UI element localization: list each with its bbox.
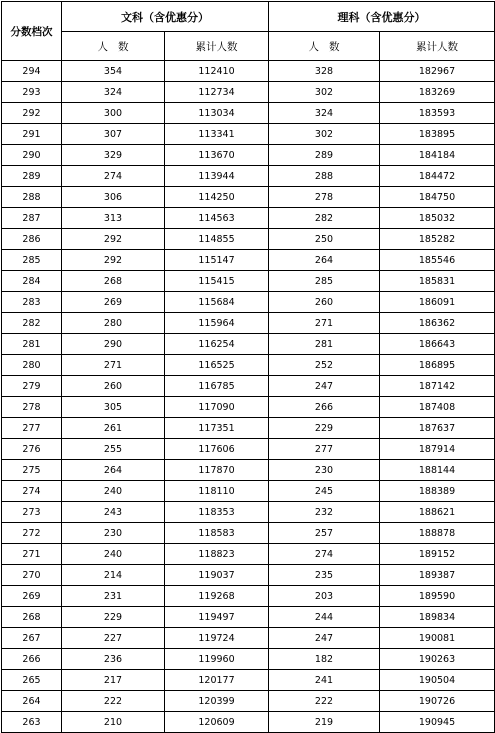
science-count-cell: 281 [269,334,380,355]
science-count-cell: 235 [269,565,380,586]
score-cell: 271 [2,544,62,565]
arts-count-cell: 313 [62,208,165,229]
arts-count-cell: 231 [62,586,165,607]
science-count-cell: 222 [269,691,380,712]
science-count-cell: 260 [269,292,380,313]
score-cell: 266 [2,649,62,670]
arts-count-cell: 300 [62,103,165,124]
score-cell: 272 [2,523,62,544]
science-count-cell: 182 [269,649,380,670]
arts-count-cell: 274 [62,166,165,187]
table-row [2,649,495,670]
science-cumulative-cell: 186643 [380,334,495,355]
table-row [2,376,495,397]
science-count-cell: 324 [269,103,380,124]
arts-count-cell: 230 [62,523,165,544]
arts-cumulative-cell: 113944 [165,166,269,187]
arts-count-cell: 305 [62,397,165,418]
table-row [2,61,495,82]
science-count-cell: 229 [269,418,380,439]
table-row [2,229,495,250]
score-cell: 293 [2,82,62,103]
science-cumulative-cell: 190726 [380,691,495,712]
table-row [2,670,495,691]
arts-count-cell: 240 [62,544,165,565]
arts-cumulative-cell: 120609 [165,712,269,733]
science-count-cell: 328 [269,61,380,82]
science-count-header: 人数 [269,32,380,61]
science-cumulative-header: 累计人数 [380,32,495,61]
science-cumulative-cell: 184472 [380,166,495,187]
arts-cumulative-cell: 116525 [165,355,269,376]
science-cumulative-cell: 183269 [380,82,495,103]
arts-count-cell: 292 [62,229,165,250]
score-cell: 284 [2,271,62,292]
arts-header: 文科（含优惠分） [62,2,269,32]
arts-cumulative-cell: 114250 [165,187,269,208]
score-cell: 282 [2,313,62,334]
science-cumulative-cell: 189590 [380,586,495,607]
header-row-main [2,2,495,32]
science-cumulative-cell: 186895 [380,355,495,376]
score-cell: 270 [2,565,62,586]
science-cumulative-cell: 189834 [380,607,495,628]
arts-count-cell: 255 [62,439,165,460]
science-count-cell: 241 [269,670,380,691]
science-cumulative-cell: 188144 [380,460,495,481]
science-count-cell: 232 [269,502,380,523]
arts-cumulative-cell: 118823 [165,544,269,565]
science-cumulative-cell: 189152 [380,544,495,565]
table-row [2,145,495,166]
science-count-cell: 247 [269,628,380,649]
science-cumulative-cell: 190081 [380,628,495,649]
score-cell: 287 [2,208,62,229]
arts-count-cell: 354 [62,61,165,82]
science-count-cell: 302 [269,82,380,103]
table-row [2,460,495,481]
score-header: 分数档次 [2,2,62,61]
science-count-cell: 278 [269,187,380,208]
science-count-cell: 289 [269,145,380,166]
science-cumulative-cell: 185032 [380,208,495,229]
science-count-cell: 250 [269,229,380,250]
science-count-cell: 285 [269,271,380,292]
table-row [2,292,495,313]
score-cell: 289 [2,166,62,187]
arts-cumulative-cell: 114855 [165,229,269,250]
arts-count-cell: 217 [62,670,165,691]
science-cumulative-cell: 188878 [380,523,495,544]
arts-cumulative-cell: 118583 [165,523,269,544]
table-row [2,544,495,565]
score-cell: 278 [2,397,62,418]
table-row [2,628,495,649]
arts-cumulative-cell: 115964 [165,313,269,334]
science-count-cell: 230 [269,460,380,481]
arts-count-cell: 306 [62,187,165,208]
science-cumulative-cell: 184750 [380,187,495,208]
score-cell: 294 [2,61,62,82]
arts-cumulative-cell: 115415 [165,271,269,292]
science-cumulative-cell: 183895 [380,124,495,145]
score-cell: 275 [2,460,62,481]
science-cumulative-cell: 187142 [380,376,495,397]
score-cell: 290 [2,145,62,166]
table-row [2,481,495,502]
table-row [2,418,495,439]
arts-count-cell: 222 [62,691,165,712]
science-cumulative-cell: 183593 [380,103,495,124]
score-distribution-table [1,1,495,733]
arts-count-cell: 268 [62,271,165,292]
science-cumulative-cell: 189387 [380,565,495,586]
score-cell: 265 [2,670,62,691]
table-row [2,691,495,712]
score-cell: 286 [2,229,62,250]
arts-count-cell: 307 [62,124,165,145]
arts-count-cell: 290 [62,334,165,355]
science-count-cell: 203 [269,586,380,607]
science-count-cell: 247 [269,376,380,397]
table-row [2,124,495,145]
table-row [2,166,495,187]
table-row [2,103,495,124]
header-row-sub [2,32,495,61]
arts-count-cell: 236 [62,649,165,670]
arts-count-header: 人数 [62,32,165,61]
arts-count-cell: 210 [62,712,165,733]
score-cell: 285 [2,250,62,271]
science-count-cell: 244 [269,607,380,628]
score-cell: 277 [2,418,62,439]
arts-count-cell: 261 [62,418,165,439]
arts-cumulative-cell: 112734 [165,82,269,103]
table-row [2,208,495,229]
table-row [2,271,495,292]
score-cell: 292 [2,103,62,124]
score-cell: 279 [2,376,62,397]
arts-cumulative-cell: 115147 [165,250,269,271]
science-cumulative-cell: 187637 [380,418,495,439]
science-cumulative-cell: 188621 [380,502,495,523]
table-row [2,313,495,334]
arts-count-cell: 280 [62,313,165,334]
arts-cumulative-cell: 119268 [165,586,269,607]
score-cell: 280 [2,355,62,376]
science-count-cell: 302 [269,124,380,145]
arts-count-cell: 324 [62,82,165,103]
table-row [2,586,495,607]
table-row [2,565,495,586]
arts-cumulative-cell: 113670 [165,145,269,166]
arts-cumulative-cell: 118110 [165,481,269,502]
arts-count-cell: 227 [62,628,165,649]
arts-cumulative-cell: 116785 [165,376,269,397]
science-cumulative-cell: 185282 [380,229,495,250]
arts-cumulative-cell: 120177 [165,670,269,691]
score-cell: 264 [2,691,62,712]
table-row [2,712,495,733]
arts-cumulative-cell: 116254 [165,334,269,355]
score-cell: 267 [2,628,62,649]
table-row [2,523,495,544]
arts-cumulative-cell: 119960 [165,649,269,670]
arts-cumulative-cell: 119037 [165,565,269,586]
science-count-cell: 277 [269,439,380,460]
arts-count-cell: 243 [62,502,165,523]
table-row [2,439,495,460]
table-body [2,61,495,733]
table-row [2,250,495,271]
arts-count-cell: 260 [62,376,165,397]
science-cumulative-cell: 182967 [380,61,495,82]
science-count-cell: 271 [269,313,380,334]
arts-cumulative-cell: 117870 [165,460,269,481]
table-row [2,397,495,418]
arts-cumulative-cell: 113034 [165,103,269,124]
table-row [2,187,495,208]
table-row [2,607,495,628]
score-cell: 276 [2,439,62,460]
arts-cumulative-cell: 117606 [165,439,269,460]
score-cell: 291 [2,124,62,145]
score-cell: 268 [2,607,62,628]
table-row [2,355,495,376]
science-count-cell: 288 [269,166,380,187]
score-cell: 263 [2,712,62,733]
science-cumulative-cell: 185546 [380,250,495,271]
arts-cumulative-cell: 117090 [165,397,269,418]
science-header: 理科（含优惠分） [269,2,495,32]
science-count-cell: 274 [269,544,380,565]
science-cumulative-cell: 188389 [380,481,495,502]
arts-count-cell: 264 [62,460,165,481]
arts-cumulative-cell: 118353 [165,502,269,523]
score-cell: 281 [2,334,62,355]
science-count-cell: 282 [269,208,380,229]
science-count-cell: 257 [269,523,380,544]
science-count-cell: 266 [269,397,380,418]
arts-count-cell: 269 [62,292,165,313]
science-cumulative-cell: 186091 [380,292,495,313]
science-cumulative-cell: 187408 [380,397,495,418]
arts-count-cell: 292 [62,250,165,271]
arts-cumulative-cell: 114563 [165,208,269,229]
science-count-cell: 252 [269,355,380,376]
score-cell: 269 [2,586,62,607]
score-cell: 283 [2,292,62,313]
score-cell: 274 [2,481,62,502]
arts-cumulative-cell: 115684 [165,292,269,313]
arts-count-cell: 214 [62,565,165,586]
score-cell: 288 [2,187,62,208]
arts-count-cell: 271 [62,355,165,376]
arts-cumulative-header: 累计人数 [165,32,269,61]
table-row [2,334,495,355]
science-cumulative-cell: 187914 [380,439,495,460]
arts-cumulative-cell: 119724 [165,628,269,649]
table-row [2,502,495,523]
arts-count-cell: 240 [62,481,165,502]
arts-cumulative-cell: 113341 [165,124,269,145]
science-count-cell: 219 [269,712,380,733]
arts-cumulative-cell: 112410 [165,61,269,82]
table-row [2,82,495,103]
arts-count-cell: 329 [62,145,165,166]
arts-cumulative-cell: 117351 [165,418,269,439]
science-cumulative-cell: 184184 [380,145,495,166]
arts-count-cell: 229 [62,607,165,628]
science-cumulative-cell: 190504 [380,670,495,691]
science-cumulative-cell: 186362 [380,313,495,334]
science-count-cell: 264 [269,250,380,271]
arts-cumulative-cell: 120399 [165,691,269,712]
science-cumulative-cell: 190945 [380,712,495,733]
science-count-cell: 245 [269,481,380,502]
arts-cumulative-cell: 119497 [165,607,269,628]
score-cell: 273 [2,502,62,523]
science-cumulative-cell: 185831 [380,271,495,292]
science-cumulative-cell: 190263 [380,649,495,670]
